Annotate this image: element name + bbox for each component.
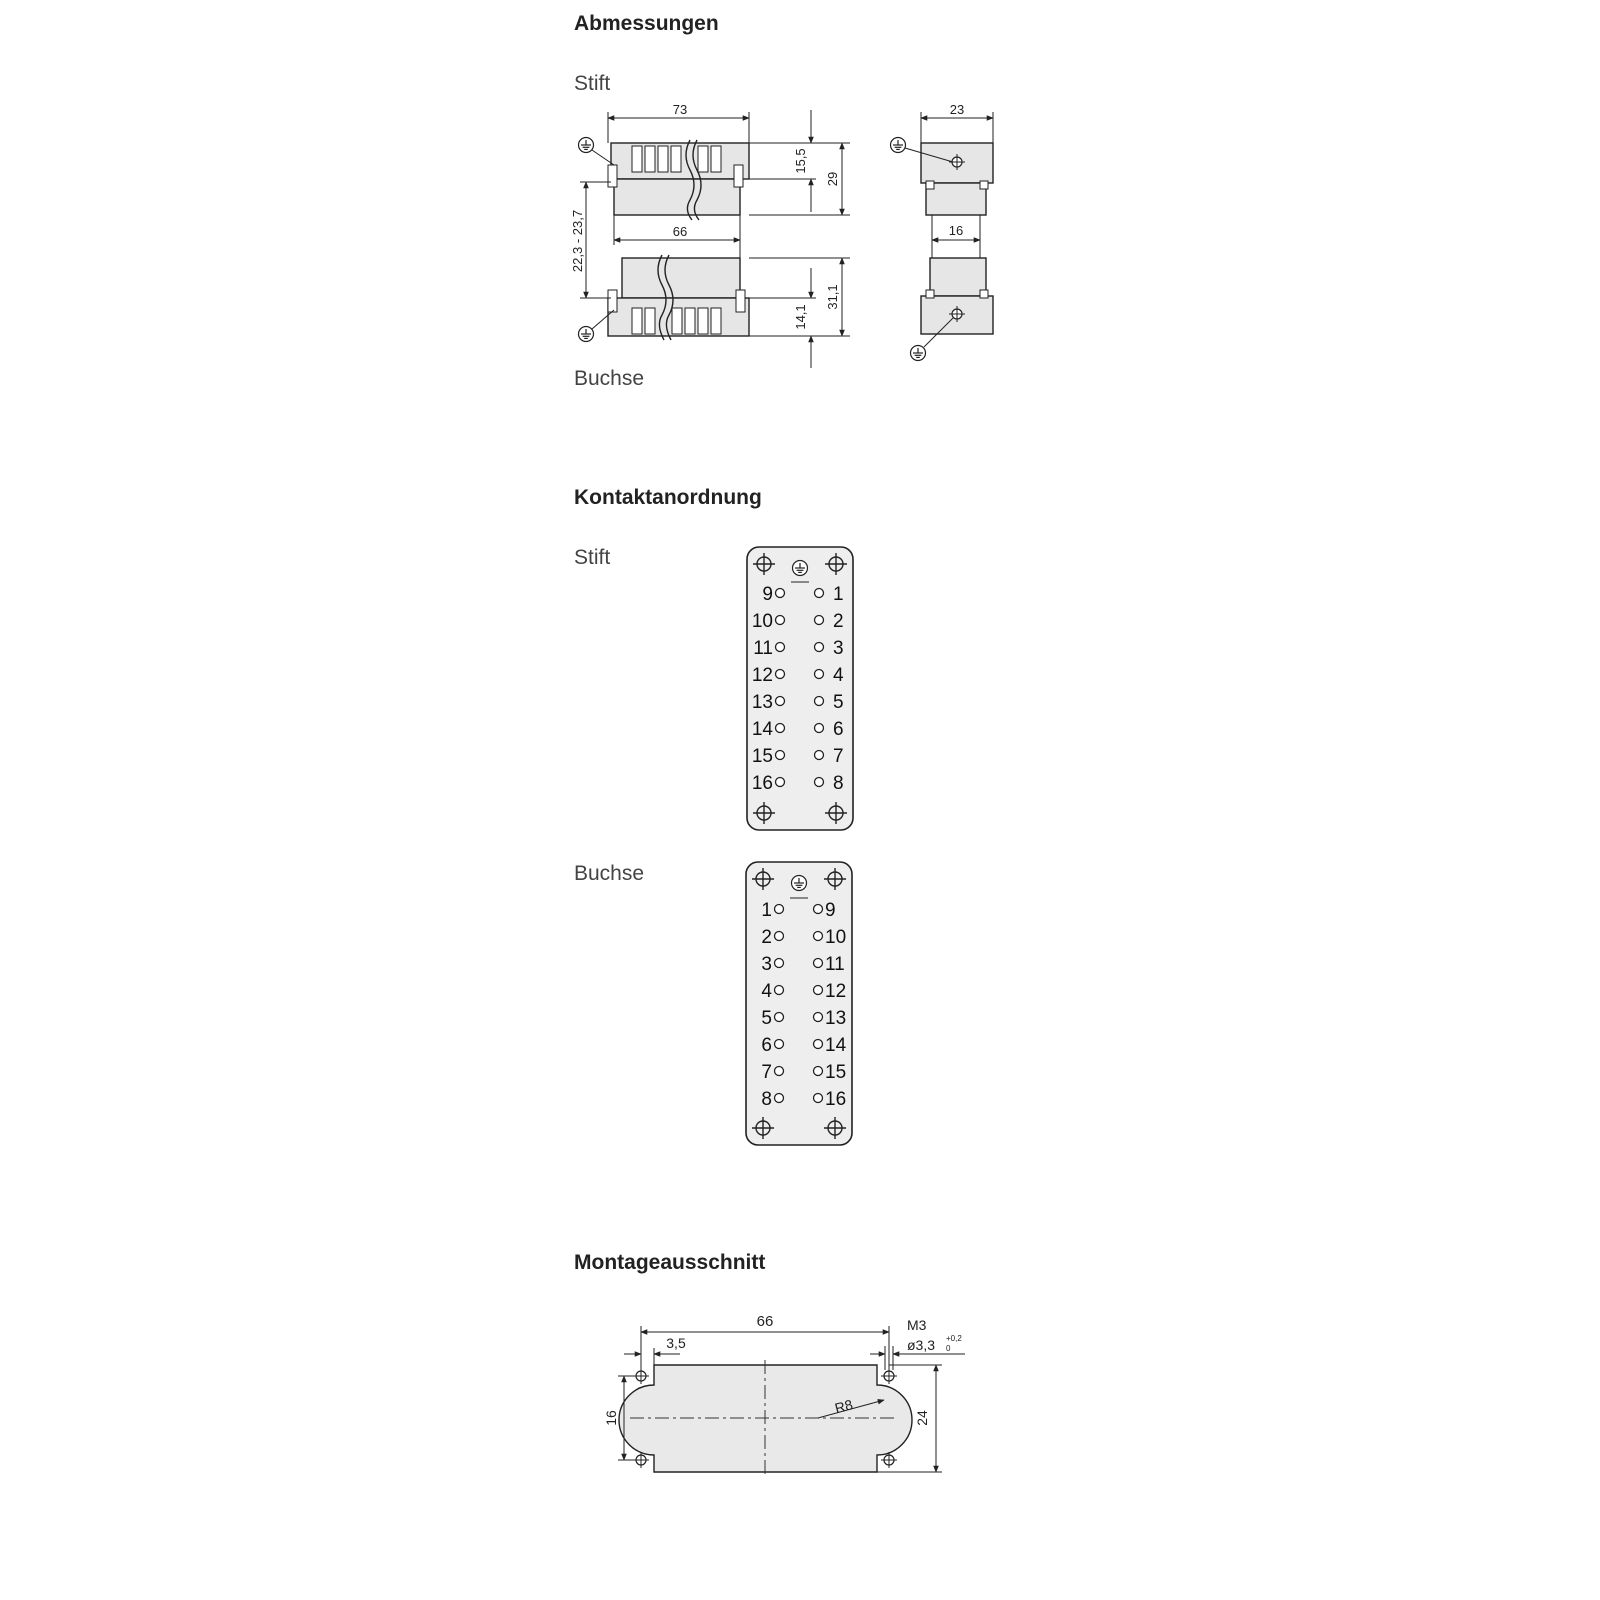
pin-contact-icon — [815, 616, 824, 625]
pin-contact-icon — [814, 1094, 823, 1103]
contact-number-label: 6 — [833, 719, 844, 740]
contacts-pin-label: Stift — [574, 546, 611, 569]
pin-contact-icon — [814, 1067, 823, 1076]
dim-cutout-inner-height: 16 — [603, 1410, 619, 1426]
earth-ground-icon — [911, 346, 926, 361]
contact-number-label: 1 — [833, 584, 844, 605]
dim-offset: 3,5 — [666, 1335, 686, 1351]
earth-ground-icon — [792, 876, 807, 891]
dim-socket-top: 14,1 — [793, 304, 808, 330]
contact-number-label: 2 — [833, 611, 844, 632]
pin-contact-icon — [814, 1040, 823, 1049]
pin-contact-icon — [775, 932, 784, 941]
contact-number-label: 11 — [753, 638, 773, 659]
pin-contact-icon — [815, 778, 824, 787]
pin-insert-side-view — [921, 143, 993, 215]
contact-number-label: 3 — [833, 638, 844, 659]
earth-ground-icon — [579, 138, 594, 153]
pin-contact-icon — [815, 697, 824, 706]
dim-pin-total: 29 — [825, 171, 840, 187]
contact-number-label: 9 — [825, 900, 836, 921]
contact-number-label: 14 — [825, 1035, 847, 1056]
pin-contact-icon — [814, 1013, 823, 1022]
contact-number-label: 3 — [761, 954, 772, 975]
contact-number-label: 14 — [751, 719, 773, 740]
socket-insert-front-view — [608, 255, 749, 340]
earth-ground-icon — [891, 138, 906, 153]
dim-height-range: 22,3 - 23,7 — [570, 209, 585, 273]
dim-cutout-outer-height: 24 — [914, 1410, 930, 1426]
dim-cutout-width: 66 — [756, 1313, 774, 1330]
contact-number-label: 4 — [833, 665, 844, 686]
dim-tol-zero: 0 — [946, 1344, 951, 1353]
contact-number-label: 15 — [825, 1062, 847, 1083]
dim-side-inner: 16 — [948, 223, 964, 238]
pin-contact-icon — [776, 751, 785, 760]
contact-number-label: 12 — [751, 665, 773, 686]
contact-number-label: 10 — [825, 927, 847, 948]
contact-number-label: 4 — [761, 981, 772, 1002]
contact-number-label: 10 — [751, 611, 773, 632]
contacts-socket-label: Buchse — [574, 862, 645, 885]
cutout-heading: Montageausschnitt — [574, 1251, 766, 1274]
contact-number-label: 13 — [751, 692, 773, 713]
dimensions-socket-label: Buchse — [574, 367, 645, 390]
earth-ground-icon — [579, 327, 594, 342]
contact-number-label: 16 — [825, 1089, 847, 1110]
contact-number-label: 8 — [761, 1089, 772, 1110]
dim-hole: ø3,3 — [907, 1337, 936, 1353]
contact-number-label: 5 — [761, 1008, 772, 1029]
pin-contact-icon — [815, 751, 824, 760]
pin-contact-icon — [815, 643, 824, 652]
contacts-heading: Kontaktanordnung — [574, 486, 762, 509]
pin-contact-icon — [814, 986, 823, 995]
dim-width-inner: 66 — [672, 224, 688, 239]
contact-number-label: 12 — [825, 981, 847, 1002]
pin-contact-icon — [815, 724, 824, 733]
dimensions-pin-label: Stift — [574, 72, 611, 95]
pin-contact-icon — [776, 616, 785, 625]
pin-contact-icon — [776, 643, 785, 652]
dim-tol-plus: +0,2 — [946, 1334, 962, 1343]
pin-contact-icon — [814, 932, 823, 941]
pin-insert-front-view — [608, 140, 749, 220]
dim-thread: M3 — [907, 1317, 927, 1333]
pin-contact-icon — [775, 905, 784, 914]
pin-contact-icon — [815, 670, 824, 679]
dim-socket-total: 31,1 — [825, 284, 840, 310]
pin-contact-icon — [776, 589, 785, 598]
contact-number-label: 7 — [761, 1062, 772, 1083]
contact-number-label: 8 — [833, 773, 844, 794]
pin-contact-icon — [776, 670, 785, 679]
pin-contact-icon — [775, 1040, 784, 1049]
dim-pin-top: 15,5 — [793, 148, 808, 174]
pin-contact-icon — [775, 986, 784, 995]
dimensions-heading: Abmessungen — [574, 12, 719, 35]
pin-contact-icon — [775, 1013, 784, 1022]
contact-number-label: 11 — [825, 954, 845, 975]
contact-number-label: 2 — [761, 927, 772, 948]
dim-radius: R8 — [832, 1396, 855, 1417]
contact-number-label: 15 — [751, 746, 773, 767]
pin-contact-icon — [775, 959, 784, 968]
pin-contact-icon — [814, 905, 823, 914]
contact-number-label: 9 — [762, 584, 773, 605]
pin-contact-icon — [775, 1067, 784, 1076]
pin-contact-icon — [776, 697, 785, 706]
earth-ground-icon — [793, 561, 808, 576]
pin-contact-icon — [815, 589, 824, 598]
contact-number-label: 13 — [825, 1008, 847, 1029]
dim-side-width: 23 — [949, 102, 965, 117]
contact-number-label: 1 — [761, 900, 772, 921]
contact-number-label: 16 — [751, 773, 773, 794]
contact-number-label: 6 — [761, 1035, 772, 1056]
dim-width-outer: 73 — [672, 102, 688, 117]
pin-contact-icon — [814, 959, 823, 968]
contact-number-label: 5 — [833, 692, 844, 713]
pin-contact-icon — [775, 1094, 784, 1103]
pin-contact-icon — [776, 778, 785, 787]
contact-number-label: 7 — [833, 746, 844, 767]
panel-cutout-outline — [619, 1360, 912, 1476]
pin-contact-icon — [776, 724, 785, 733]
socket-insert-side-view — [921, 258, 993, 334]
